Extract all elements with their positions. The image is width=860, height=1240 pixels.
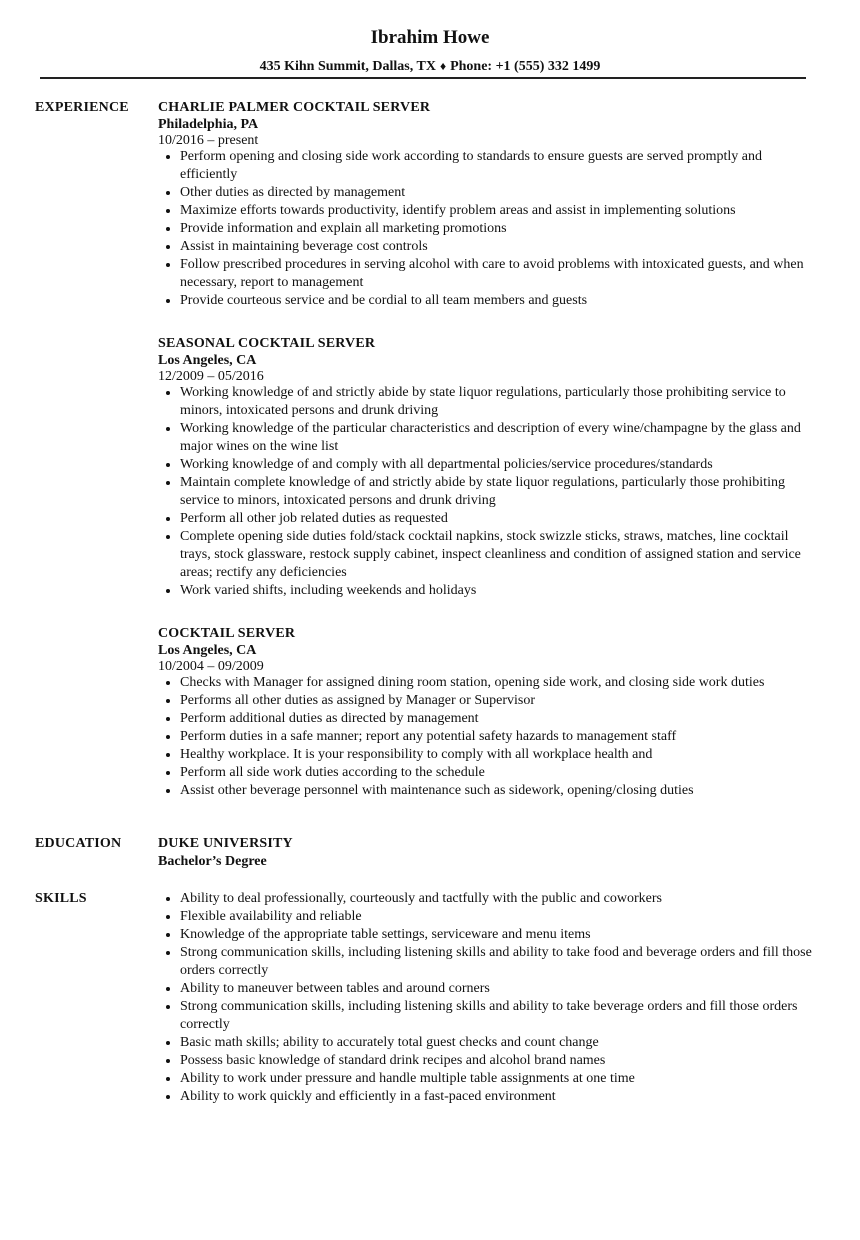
list-item: • Maintain complete knowledge of and strictly abide by state liquor regulations, particularly those prohibiting service to minors, intoxicated persons and drunk driving (180, 474, 818, 510)
job-title: SEASONAL COCKTAIL SERVER (158, 336, 376, 351)
header-divider (40, 77, 806, 79)
skills-section (35, 890, 825, 1106)
diamond-separator-icon: ♦ (439, 59, 447, 73)
list-item: • Flexible availability and reliable (180, 908, 818, 926)
skills-body (158, 890, 818, 1106)
list-item: • Performs all other duties as assigned by Manager or Supervisor (180, 692, 818, 710)
education-section (35, 835, 825, 871)
list-item: • Other duties as directed by management (180, 184, 818, 202)
degree: Bachelor’s Degree (158, 854, 267, 869)
list-item: • Working knowledge of and strictly abide by state liquor regulations, particularly those prohibiting service to minors, intoxicated persons and drunk driving (180, 384, 818, 420)
list-item: • Ability to work under pressure and handle multiple table assignments at one time (180, 1070, 818, 1088)
phone: Phone: +1 (555) 332 1499 (450, 59, 601, 74)
list-item: • Possess basic knowledge of standard drink recipes and alcohol brand names (180, 1052, 818, 1070)
list-item: • Perform all side work duties according to the schedule (180, 764, 818, 782)
list-item: • Perform opening and closing side work according to standards to ensure guests are served promptly and efficiently (180, 148, 818, 184)
job-dates: 10/2016 – present (158, 133, 259, 148)
list-item: • Strong communication skills, including listening skills and ability to take food and beverage orders and fill those orders correctly (180, 944, 818, 980)
list-item: • Work varied shifts, including weekends and holidays (180, 582, 818, 600)
section-heading-skills: SKILLS (35, 891, 87, 906)
school-name: DUKE UNIVERSITY (158, 836, 293, 851)
job-dates: 12/2009 – 05/2016 (158, 369, 264, 384)
list-item: • Provide courteous service and be cordial to all team members and guests (180, 292, 818, 310)
skills-list (158, 890, 818, 1106)
list-item: • Perform duties in a safe manner; report any potential safety hazards to management staff (180, 728, 818, 746)
job-duties-list (158, 384, 818, 600)
list-item: • Checks with Manager for assigned dining room station, opening side work, and closing side work duties (180, 674, 818, 692)
job-duties-list (158, 674, 818, 800)
list-item: • Working knowledge of the particular characteristics and description of every wine/champagne by the glass and major wines on the wine list (180, 420, 818, 456)
list-item: • Ability to deal professionally, courteously and tactfully with the public and coworkers (180, 890, 818, 908)
experience-section (35, 99, 825, 825)
job-entry (158, 99, 818, 310)
list-item: • Maximize efforts towards productivity, identify problem areas and assist in implementing solutions (180, 202, 818, 220)
list-item: • Basic math skills; ability to accurately total guest checks and count change (180, 1034, 818, 1052)
job-location: Los Angeles, CA (158, 643, 257, 658)
list-item: • Knowledge of the appropriate table settings, serviceware and menu items (180, 926, 818, 944)
list-item: • Perform all other job related duties as requested (180, 510, 818, 528)
job-title: COCKTAIL SERVER (158, 626, 296, 641)
list-item: • Strong communication skills, including listening skills and ability to take beverage orders and fill those orders correctly (180, 998, 818, 1034)
job-duties-list (158, 148, 818, 310)
resume-header (0, 0, 860, 75)
list-item: • Assist in maintaining beverage cost controls (180, 238, 818, 256)
section-heading-experience: EXPERIENCE (35, 100, 129, 115)
job-location: Philadelphia, PA (158, 117, 259, 132)
experience-body (158, 99, 818, 800)
job-entry (158, 335, 818, 600)
list-item: • Provide information and explain all marketing promotions (180, 220, 818, 238)
job-dates: 10/2004 – 09/2009 (158, 659, 264, 674)
education-body (158, 835, 818, 871)
job-title: CHARLIE PALMER COCKTAIL SERVER (158, 100, 431, 115)
job-entry (158, 625, 818, 800)
list-item: • Ability to maneuver between tables and around corners (180, 980, 818, 998)
list-item: • Ability to work quickly and efficiently in a fast-paced environment (180, 1088, 818, 1106)
list-item: • Healthy workplace. It is your responsibility to comply with all workplace health and (180, 746, 818, 764)
section-heading-education: EDUCATION (35, 836, 122, 851)
address: 435 Kihn Summit, Dallas, TX (259, 59, 436, 74)
candidate-name: Ibrahim Howe (370, 27, 490, 48)
list-item: • Working knowledge of and comply with all departmental policies/service procedures/standards (180, 456, 818, 474)
contact-line (0, 58, 860, 75)
list-item: • Assist other beverage personnel with maintenance such as sidework, opening/closing duties (180, 782, 818, 800)
list-item: • Complete opening side duties fold/stack cocktail napkins, stock swizzle sticks, straws, matches, line cocktail trays, stock glassware, restock supply cabinet, inspect cleanliness and condition of assigned station and service areas; rectify any deficiencies (180, 528, 818, 582)
list-item: • Perform additional duties as directed by management (180, 710, 818, 728)
list-item: • Follow prescribed procedures in serving alcohol with care to avoid problems with intoxicated guests, and when necessary, report to management (180, 256, 818, 292)
job-location: Los Angeles, CA (158, 353, 257, 368)
